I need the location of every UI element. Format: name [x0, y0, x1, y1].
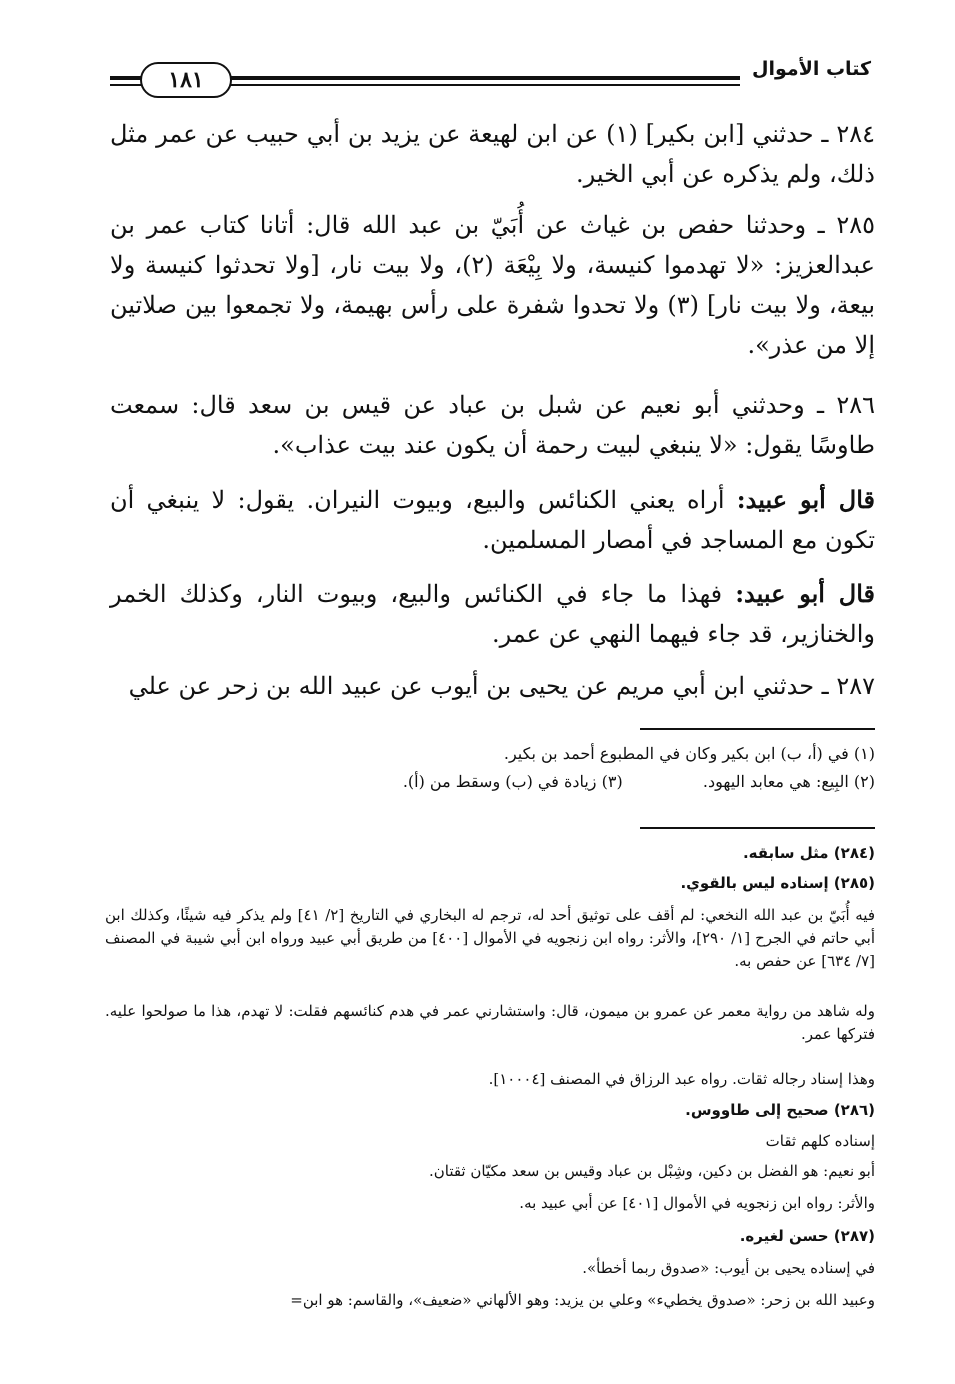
footnote-2: (٢) البِيع: هي معابد اليهود. — [702, 772, 875, 791]
abu-ubaid-comment-2 — [110, 574, 875, 654]
abu-ubaid-comment-1 — [110, 480, 875, 560]
running-head-title: كتاب الأموال — [752, 58, 871, 80]
takhrij-286-line1: إسناده كلهم ثقات — [765, 1132, 875, 1150]
page-number: ١٨١ — [140, 62, 232, 98]
comment-text: فهذا ما جاء في الكنائس والبيع، وبيوت النار، وكذلك الخمر والخنازير، قد جاء فيهما النهي عن عمر. — [110, 580, 875, 648]
athar-284: ٢٨٤ ـ حدثني [ابن بكير] (١) عن ابن لهيعة عن يزيد بن أبي حبيب عن عمر مثل ذلك، ولم يذكره عن أبي الخير. — [110, 120, 875, 188]
athar-286: ٢٨٦ ـ وحدثني أبو نعيم عن شبل بن عباد عن قيس بن سعد قال: سمعت طاوسًا يقول: «لا ينبغي لبيت رحمة أن يكون عند بيت عذاب». — [110, 391, 875, 459]
takhrij-287-line2: وعبيد الله بن زحر: «صدوق يخطيء» وعلي بن يزيد: وهو الألهاني «ضعيف»، والقاسم: هو ابن= — [290, 1291, 875, 1309]
footnote-2-3 — [110, 770, 875, 794]
takhrij-heading-287: (٢٨٧) حسن لغيره. — [739, 1227, 875, 1245]
comment-lead: قال أبو عبيد: — [735, 579, 875, 608]
takhrij-heading-286: (٢٨٦) صحيح إلى طاووس. — [685, 1101, 875, 1119]
footnote-text: (١) في (أ، ب) ابن بكير وكان في المطبوع أحمد بن بكير. — [503, 744, 875, 763]
takhrij-285-body: فيه أُبَيّ بن عبد الله النخعي: لم أقف على توثيق أحد له، ترجم له البخاري في التاريخ [٢/ ٤١] ولم يذكر فيه شيئًا، وكذلك ابن أبي حاتم في الجرح [١/ ٢٩٠]، والأثر: رواه ابن زنجويه في الأموال [٤٠٠] من طريق أبي عبيد ورواه ابن أبي شيبة في المصنف [٧/ ٦٣٤] عن حفص به. — [105, 906, 875, 970]
comment-text: أراه يعني الكنائس والبيع، وبيوت النيران. يقول: لا ينبغي أن تكون مع المساجد في أمصار المسلمين. — [110, 486, 875, 554]
athar-285: ٢٨٥ ـ وحدثنا حفص بن غياث عن أُبَيّ بن عبد الله قال: أتانا كتاب عمر بن عبدالعزيز: «لا تهدموا كنيسة، ولا بِيْعَة (٢)، ولا بيت نار، [ولا تحدثوا كنيسة ولا بيعة، ولا بيت نار] (٣) ولا تحدوا شفرة على رأس بهيمة، ولا تجمعوا بين صلاتين إلا من عذر». — [110, 211, 876, 359]
takhrij-286-line2: أبو نعيم: هو الفضل بن دكين، وشِبْل بن عباد وقيس بن سعد مكيّان ثقتان. — [428, 1162, 875, 1180]
takhrij-heading-284: (٢٨٤) مثل سابقه. — [742, 844, 875, 862]
takhrij-286-line3: والأثر: رواه ابن زنجويه في الأموال [٤٠١] عن أبي عبيد به. — [519, 1194, 875, 1212]
takhrij-285-note: وهذا إسناد رجاله ثقات. رواه عبد الرزاق في المصنف [١٠٠٠٤]. — [488, 1070, 875, 1088]
takhrij-285-witness: وله شاهد من رواية معمر عن عمرو بن ميمون، قال: واستشارني عمر في هدم كنائسهم فقلت: لا تهدم، هذا ما صولحوا عليه. فتركها عمر. — [105, 1002, 875, 1043]
takhrij-separator — [640, 827, 875, 829]
footnote-separator — [640, 728, 875, 730]
takhrij-heading-285: (٢٨٥) إسناده ليس بالقوي. — [680, 874, 875, 892]
footnote-1 — [110, 742, 875, 766]
footnote-3: (٣) زيادة في (ب) وسقط من (أ). — [402, 772, 623, 791]
athar-287: ٢٨٧ ـ حدثني ابن أبي مريم عن يحيى بن أيوب عن عبيد الله بن زحر عن علي — [128, 672, 875, 700]
comment-lead: قال أبو عبيد: — [736, 485, 875, 514]
takhrij-287-line1: في إسناده يحيى بن أيوب: «صدوق ربما أخطأ». — [582, 1259, 875, 1277]
